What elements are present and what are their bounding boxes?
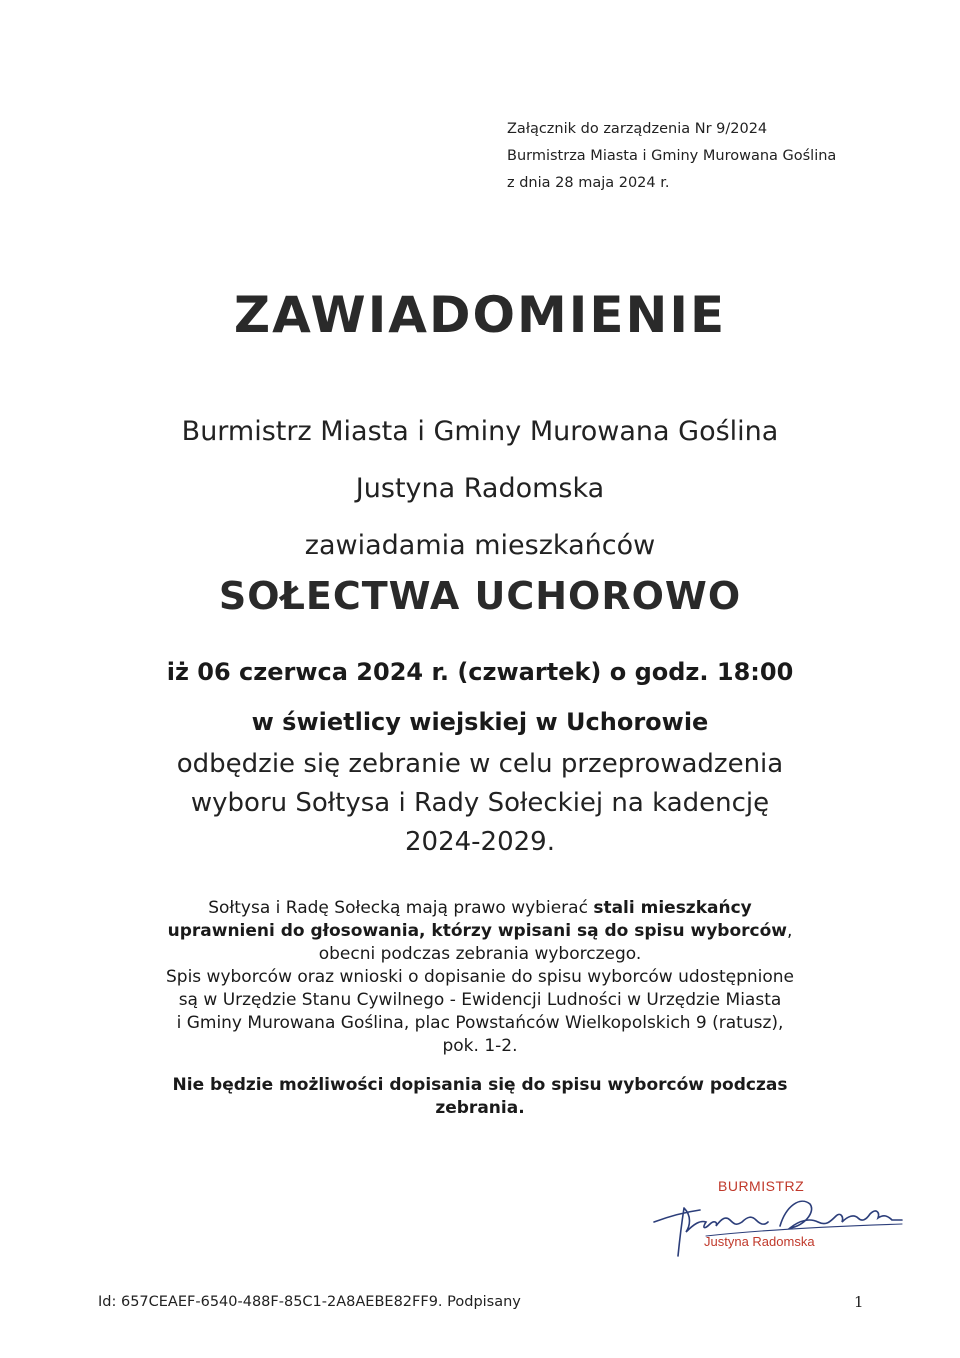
info-line-4: Spis wyborców oraz wnioski o dopisanie do spisu wyborców udostępnione: [165, 967, 794, 987]
info-bold-1c: uprawnieni do głosowania, którzy wpisani są do spisu wyborców: [167, 921, 787, 941]
info-line-2: [0, 920, 960, 943]
document-title: ZAWIADOMIENIE: [233, 286, 727, 344]
voting-info: [0, 897, 960, 1058]
meeting-place: w świetlicy wiejskiej w Uchorowie: [251, 708, 709, 736]
info-text-1d: ,: [786, 921, 793, 941]
stamp-title: BURMISTRZ: [718, 1178, 805, 1194]
page-number: 1: [854, 1293, 864, 1311]
intro-line-2: Justyna Radomska: [355, 473, 605, 504]
info-line-5: są w Urzędzie Stanu Cywilnego - Ewidencji Ludności w Urzędzie Miasta: [178, 990, 782, 1010]
purpose-line-1: odbędzie się zebranie w celu przeprowadzenia: [176, 749, 784, 779]
info-line-6: i Gminy Murowana Goślina, plac Powstańców Wielkopolskich 9 (ratusz),: [176, 1013, 784, 1033]
warning-note: [0, 1074, 960, 1120]
info-bold-1b: stali mieszkańcy: [593, 898, 752, 918]
stamp-name: Justyna Radomska: [704, 1234, 815, 1249]
annex-header: [507, 116, 836, 197]
document-id: Id: 657CEAEF-6540-488F-85C1-2A8AEBE82FF9. Podpisany: [98, 1294, 521, 1310]
info-text-1a: Sołtysa i Radę Sołecką mają prawo wybierać: [208, 898, 594, 918]
meeting-purpose: [0, 745, 960, 862]
warning-line-2: zebrania.: [435, 1098, 525, 1118]
annex-line-2: Burmistrza Miasta i Gminy Murowana Goślina: [507, 148, 837, 164]
intro-block: [0, 403, 960, 574]
meeting-time-place: [0, 647, 960, 747]
annex-line-3: z dnia 28 maja 2024 r.: [507, 175, 670, 191]
warning-line-1: Nie będzie możliwości dopisania się do spisu wyborców podczas: [172, 1075, 788, 1095]
intro-line-1: Burmistrz Miasta i Gminy Murowana Goślina: [181, 416, 779, 447]
info-line-1: [0, 897, 960, 920]
info-line-7: pok. 1-2.: [442, 1036, 518, 1056]
handwritten-signature: [640, 1186, 910, 1266]
intro-line-3: zawiadamia mieszkańców: [304, 530, 656, 561]
purpose-line-2: wyboru Sołtysa i Rady Sołeckiej na kadencję: [190, 788, 770, 818]
village-name: SOŁECTWA UCHOROWO: [218, 574, 742, 618]
purpose-line-3: 2024-2029.: [405, 827, 555, 857]
info-line-3: obecni podczas zebrania wyborczego.: [318, 944, 642, 964]
meeting-date: iż 06 czerwca 2024 r. (czwartek) o godz. 18:00: [166, 658, 794, 686]
annex-line-1: Załącznik do zarządzenia Nr 9/2024: [507, 121, 768, 137]
